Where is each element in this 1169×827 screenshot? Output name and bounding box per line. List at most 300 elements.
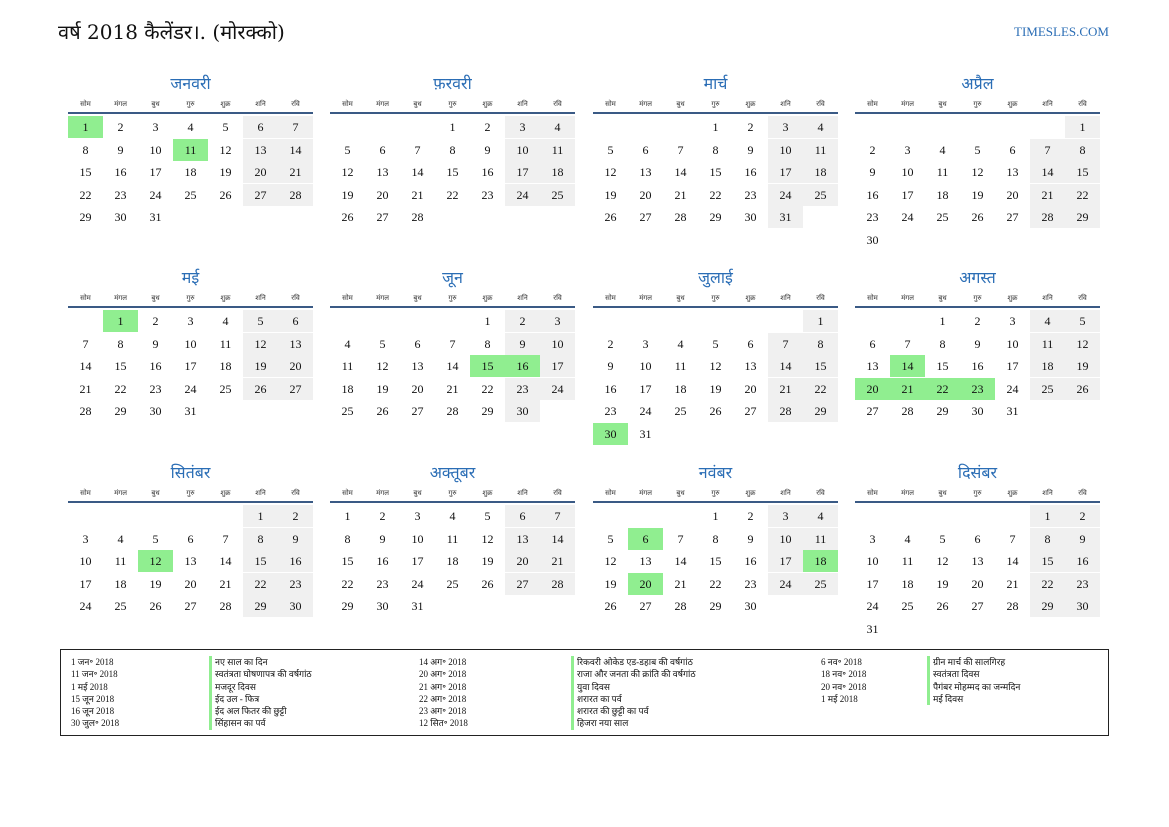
day-cell: 4: [803, 116, 838, 138]
month-name: दिसंबर: [957, 463, 998, 482]
holiday-date: 30 जुल॰ 2018: [71, 718, 120, 729]
month-name: सितंबर: [170, 463, 211, 482]
day-cell: 3: [642, 336, 649, 351]
day-cell: 25: [803, 573, 838, 595]
day-cell: 24: [149, 187, 162, 202]
day-cell: 13: [1006, 165, 1019, 179]
day-cell: 28: [278, 184, 313, 206]
weekday-label: शनि: [517, 489, 528, 497]
day-cell: 23: [481, 187, 494, 202]
empty-day-cell: [173, 505, 208, 527]
day-cell: 12: [481, 531, 494, 546]
day-cell: 27: [639, 210, 652, 224]
day-cell: 28: [1006, 599, 1019, 613]
day-cell: 29: [1065, 206, 1100, 228]
day-cell: 4: [803, 505, 838, 527]
day-cell: 5: [344, 142, 351, 157]
day-cell: 8: [712, 142, 719, 157]
week-row: [855, 139, 1100, 161]
day-cell: 12: [604, 165, 617, 179]
empty-day-cell: [1030, 618, 1065, 640]
holiday-day-cell: 20: [855, 378, 890, 400]
weekday-label: रवि: [291, 100, 300, 108]
weekday-label: मंगल: [114, 294, 127, 302]
day-cell: 9: [117, 142, 124, 157]
weekday-label: शुक्र: [482, 489, 493, 497]
week-row: [68, 161, 313, 183]
day-cell: 15: [446, 165, 459, 179]
day-cell: 17: [149, 165, 162, 179]
week-row: [330, 595, 575, 617]
day-cell: 24: [79, 599, 92, 613]
day-cell: 21: [768, 378, 803, 400]
month-block: [330, 72, 575, 228]
weekday-label: सोम: [867, 294, 878, 302]
week-row: [68, 550, 313, 572]
day-cell: 9: [278, 528, 313, 550]
day-cell: 26: [604, 210, 617, 224]
day-cell: 30: [149, 404, 162, 418]
weekday-label: बुध: [676, 294, 685, 302]
empty-day-cell: [1065, 618, 1100, 640]
month-block: [593, 266, 838, 445]
day-cell: 15: [709, 165, 722, 179]
weekday-label: रवि: [816, 100, 825, 108]
day-cell: 20: [505, 550, 540, 572]
day-cell: 13: [411, 359, 424, 373]
empty-day-cell: [855, 116, 890, 138]
holiday-date: 1 मई 2018: [821, 693, 858, 704]
day-cell: 3: [904, 142, 911, 157]
day-cell: 30: [1065, 595, 1100, 617]
day-cell: 26: [971, 210, 984, 224]
month-block: [855, 72, 1100, 251]
day-cell: 6: [379, 142, 386, 157]
empty-day-cell: [435, 595, 470, 617]
week-row: [593, 550, 838, 572]
weekday-label: गुरु: [973, 294, 982, 302]
empty-day-cell: [435, 206, 470, 228]
weekday-label: शुक्र: [1007, 100, 1018, 108]
weekday-label: शुक्र: [1007, 294, 1018, 302]
day-cell: 12: [604, 554, 617, 568]
day-cell: 23: [114, 187, 127, 202]
day-cell: 3: [82, 531, 89, 546]
week-row: [593, 310, 838, 332]
empty-day-cell: [243, 400, 278, 422]
day-cell: 19: [341, 187, 354, 202]
holiday-name: हिजरा नया साल: [571, 717, 696, 729]
week-row: [855, 505, 1100, 527]
week-row: [593, 595, 838, 617]
day-cell: 14: [278, 139, 313, 161]
day-cell: 1: [1030, 505, 1065, 527]
day-cell: 27: [243, 184, 278, 206]
day-cell: 25: [114, 599, 127, 613]
day-cell: 29: [79, 210, 92, 224]
holiday-name: रिकवरी ओकेड एड-डहाब की वर्षगांठ: [571, 656, 696, 668]
day-cell: 28: [446, 404, 459, 418]
holiday-day-cell: 15: [470, 355, 505, 377]
day-cell: 21: [278, 161, 313, 183]
day-cell: 7: [677, 531, 684, 546]
day-cell: 25: [219, 381, 232, 396]
day-cell: 5: [1065, 310, 1100, 332]
day-cell: 11: [901, 554, 914, 568]
weekday-label: बुध: [676, 100, 685, 108]
week-row: [855, 400, 1100, 422]
day-cell: 24: [866, 599, 879, 613]
week-row: [593, 400, 838, 422]
day-cell: 25: [901, 599, 914, 613]
holiday-name: शरारत की छुट्टी का पर्व: [571, 705, 696, 717]
day-cell: 7: [768, 333, 803, 355]
day-cell: 21: [411, 187, 424, 202]
day-cell: 10: [866, 554, 879, 568]
empty-day-cell: [208, 400, 243, 422]
day-cell: 7: [82, 336, 89, 351]
weekday-header: [593, 485, 838, 503]
empty-day-cell: [663, 423, 698, 445]
empty-day-cell: [925, 618, 960, 640]
day-cell: 15: [79, 165, 92, 179]
day-cell: 25: [184, 187, 197, 202]
day-cell: 29: [803, 400, 838, 422]
day-cell: 26: [149, 599, 162, 613]
day-cell: 17: [1006, 359, 1019, 373]
day-cell: 14: [79, 359, 92, 373]
holiday-name: शरारत का पर्व: [571, 693, 696, 705]
month-block: [330, 461, 575, 617]
day-cell: 9: [747, 531, 754, 546]
day-cell: 6: [505, 505, 540, 527]
empty-day-cell: [890, 310, 925, 332]
day-cell: 11: [803, 528, 838, 550]
day-cell: 2: [974, 314, 981, 328]
day-cell: 16: [744, 554, 757, 568]
day-cell: 17: [768, 550, 803, 572]
week-row: [68, 400, 313, 422]
empty-day-cell: [925, 229, 960, 251]
week-row: [330, 355, 575, 377]
day-cell: 23: [278, 573, 313, 595]
weekday-label: गुरु: [711, 294, 720, 302]
day-cell: 19: [219, 165, 232, 179]
day-cell: 26: [219, 187, 232, 202]
holiday-date: 20 अग॰ 2018: [419, 669, 467, 680]
day-cell: 24: [505, 184, 540, 206]
weekday-label: शनि: [1042, 489, 1053, 497]
day-cell: 31: [866, 621, 879, 636]
empty-day-cell: [803, 206, 838, 228]
day-cell: 17: [411, 554, 424, 568]
day-cell: 2: [607, 336, 614, 351]
day-cell: 26: [376, 404, 389, 418]
week-row: [855, 206, 1100, 228]
weekday-label: शुक्र: [220, 489, 231, 497]
weekday-label: शुक्र: [1007, 489, 1018, 497]
day-cell: 16: [1065, 550, 1100, 572]
day-cell: 20: [744, 381, 757, 396]
day-cell: 13: [971, 554, 984, 568]
week-row: [855, 378, 1100, 400]
day-cell: 14: [219, 554, 232, 568]
weekday-label: सोम: [342, 489, 353, 497]
empty-day-cell: [1065, 400, 1100, 422]
week-row: [68, 355, 313, 377]
day-cell: 16: [278, 550, 313, 572]
day-cell: 1: [344, 509, 351, 523]
week-row: [330, 505, 575, 527]
weekday-label: मंगल: [901, 294, 914, 302]
month-name: जून: [442, 268, 463, 287]
weekday-header: [593, 290, 838, 308]
day-cell: 12: [936, 554, 949, 568]
weekday-label: बुध: [938, 489, 947, 497]
weekday-label: शनि: [517, 100, 528, 108]
day-cell: 21: [1030, 184, 1065, 206]
weekday-label: सोम: [867, 100, 878, 108]
weekday-label: सोम: [605, 100, 616, 108]
week-row: [593, 423, 838, 445]
empty-day-cell: [540, 595, 575, 617]
day-cell: 11: [936, 165, 949, 179]
weekday-label: शनि: [1042, 294, 1053, 302]
weekday-header: [330, 96, 575, 114]
weekday-label: शुक्र: [482, 294, 493, 302]
day-cell: 14: [1030, 161, 1065, 183]
day-cell: 10: [505, 139, 540, 161]
day-cell: 3: [768, 505, 803, 527]
day-cell: 16: [376, 554, 389, 568]
holiday-day-cell: 14: [890, 355, 925, 377]
holiday-name: पैगंबर मोहम्मद का जन्मदिन: [927, 681, 1020, 693]
day-cell: 5: [379, 336, 386, 351]
holiday-date: 20 नव॰ 2018: [821, 681, 867, 692]
week-row: [68, 573, 313, 595]
month-block: [855, 461, 1100, 640]
weekday-label: शनि: [780, 294, 791, 302]
week-row: [68, 116, 313, 138]
day-cell: 27: [639, 599, 652, 613]
day-cell: 15: [803, 355, 838, 377]
day-cell: 5: [974, 142, 981, 157]
week-row: [330, 400, 575, 422]
week-row: [855, 573, 1100, 595]
month-block: [68, 461, 313, 617]
day-cell: 18: [901, 576, 914, 591]
holiday-date: 18 नव॰ 2018: [821, 669, 867, 680]
day-cell: 22: [243, 573, 278, 595]
day-cell: 10: [1006, 336, 1019, 351]
day-cell: 4: [540, 116, 575, 138]
month-name: अक्तूबर: [429, 463, 476, 482]
weekday-label: रवि: [291, 489, 300, 497]
day-cell: 21: [219, 576, 232, 591]
day-cell: 10: [540, 333, 575, 355]
empty-day-cell: [995, 505, 1030, 527]
day-cell: 27: [376, 210, 389, 224]
day-cell: 8: [243, 528, 278, 550]
weekday-label: मंगल: [639, 489, 652, 497]
day-cell: 14: [768, 355, 803, 377]
weekday-label: रवि: [816, 489, 825, 497]
day-cell: 16: [604, 381, 617, 396]
day-cell: 30: [744, 210, 757, 224]
empty-day-cell: [733, 310, 768, 332]
weekday-label: शुक्र: [745, 100, 756, 108]
day-cell: 4: [677, 336, 684, 351]
weekday-label: रवि: [1078, 489, 1087, 497]
day-cell: 11: [219, 336, 232, 351]
month-name: नवंबर: [698, 463, 733, 482]
day-cell: 24: [184, 381, 197, 396]
holiday-day-cell: 30: [593, 423, 628, 445]
day-cell: 22: [1065, 184, 1100, 206]
day-cell: 22: [709, 576, 722, 591]
holiday-day-cell: 23: [960, 378, 995, 400]
page-title: वर्ष 2018 कैलेंडर।. (मोरक्को): [58, 20, 285, 44]
empty-day-cell: [540, 206, 575, 228]
day-cell: 18: [184, 165, 197, 179]
day-cell: 28: [768, 400, 803, 422]
legend-name-column: [571, 656, 696, 730]
day-cell: 8: [803, 333, 838, 355]
day-cell: 25: [341, 404, 354, 418]
holiday-name: ईद अल फितर की छुट्टी: [209, 705, 312, 717]
day-cell: 24: [1006, 381, 1019, 396]
day-cell: 17: [901, 187, 914, 202]
day-cell: 5: [607, 531, 614, 546]
day-cell: 30: [278, 595, 313, 617]
day-cell: 11: [803, 139, 838, 161]
day-cell: 14: [674, 165, 687, 179]
day-cell: 15: [1030, 550, 1065, 572]
day-cell: 18: [219, 359, 232, 373]
day-cell: 14: [540, 528, 575, 550]
empty-day-cell: [68, 505, 103, 527]
empty-day-cell: [855, 310, 890, 332]
legend-date-column: [71, 656, 119, 730]
day-cell: 16: [149, 359, 162, 373]
day-cell: 13: [744, 359, 757, 373]
month-name: अप्रैल: [961, 74, 994, 93]
weekday-label: बुध: [676, 489, 685, 497]
day-cell: 8: [82, 142, 89, 157]
empty-day-cell: [330, 310, 365, 332]
day-cell: 13: [184, 554, 197, 568]
day-cell: 19: [936, 576, 949, 591]
weekday-label: शनि: [780, 100, 791, 108]
day-cell: 5: [939, 531, 946, 546]
weekday-label: सोम: [80, 489, 91, 497]
weekday-label: शनि: [517, 294, 528, 302]
day-cell: 12: [243, 333, 278, 355]
holiday-legend: [60, 649, 1109, 736]
day-cell: 27: [505, 573, 540, 595]
day-cell: 20: [971, 576, 984, 591]
week-row: [593, 116, 838, 138]
holiday-date: 15 जून 2018: [71, 693, 115, 704]
day-cell: 2: [505, 310, 540, 332]
holiday-name: युवा दिवस: [571, 681, 696, 693]
empty-day-cell: [365, 116, 400, 138]
weekday-label: मंगल: [114, 100, 127, 108]
holiday-date: 12 सित॰ 2018: [419, 718, 468, 729]
day-cell: 21: [79, 381, 92, 396]
month-block: [593, 461, 838, 617]
day-cell: 23: [149, 381, 162, 396]
weekday-header: [855, 290, 1100, 308]
weekday-label: मंगल: [376, 100, 389, 108]
empty-day-cell: [663, 116, 698, 138]
weekday-label: मंगल: [376, 489, 389, 497]
day-cell: 13: [243, 139, 278, 161]
weekday-label: रवि: [553, 100, 562, 108]
day-cell: 4: [1030, 310, 1065, 332]
day-cell: 1: [712, 120, 719, 134]
weekday-label: सोम: [80, 100, 91, 108]
empty-day-cell: [925, 505, 960, 527]
day-cell: 5: [607, 142, 614, 157]
empty-day-cell: [540, 400, 575, 422]
day-cell: 20: [278, 355, 313, 377]
empty-day-cell: [698, 423, 733, 445]
holiday-name: ग्रीन मार्च की सालगिरह: [927, 656, 1020, 668]
day-cell: 7: [278, 116, 313, 138]
day-cell: 26: [936, 599, 949, 613]
day-cell: 30: [114, 210, 127, 224]
day-cell: 31: [639, 426, 652, 441]
empty-day-cell: [890, 116, 925, 138]
week-row: [330, 310, 575, 332]
day-cell: 5: [484, 509, 491, 523]
week-row: [68, 139, 313, 161]
holiday-day-cell: 16: [505, 355, 540, 377]
weekday-label: मंगल: [114, 489, 127, 497]
weekday-label: शुक्र: [220, 294, 231, 302]
day-cell: 16: [744, 165, 757, 179]
day-cell: 23: [866, 210, 879, 224]
holiday-name: सिंहासन का पर्व: [209, 717, 312, 729]
week-row: [68, 378, 313, 400]
weekday-label: गुरु: [973, 489, 982, 497]
day-cell: 25: [540, 184, 575, 206]
empty-day-cell: [960, 505, 995, 527]
empty-day-cell: [400, 310, 435, 332]
weekday-label: शुक्र: [745, 489, 756, 497]
day-cell: 18: [446, 554, 459, 568]
day-cell: 18: [114, 576, 127, 591]
day-cell: 29: [481, 404, 494, 418]
day-cell: 22: [341, 576, 354, 591]
site-link[interactable]: TIMESLES.COM: [1014, 24, 1109, 39]
day-cell: 27: [1006, 210, 1019, 224]
day-cell: 27: [184, 599, 197, 613]
empty-day-cell: [995, 229, 1030, 251]
day-cell: 27: [278, 378, 313, 400]
day-cell: 2: [152, 314, 159, 328]
day-cell: 9: [152, 336, 159, 351]
weekday-label: गुरु: [448, 100, 457, 108]
day-cell: 22: [446, 187, 459, 202]
month-name: मई: [181, 268, 200, 287]
day-cell: 12: [376, 359, 389, 373]
weekday-label: गुरु: [186, 100, 195, 108]
holiday-name: राजा और जनता की क्रांति की वर्षगांठ: [571, 668, 696, 680]
day-cell: 10: [901, 165, 914, 179]
week-row: [855, 116, 1100, 138]
